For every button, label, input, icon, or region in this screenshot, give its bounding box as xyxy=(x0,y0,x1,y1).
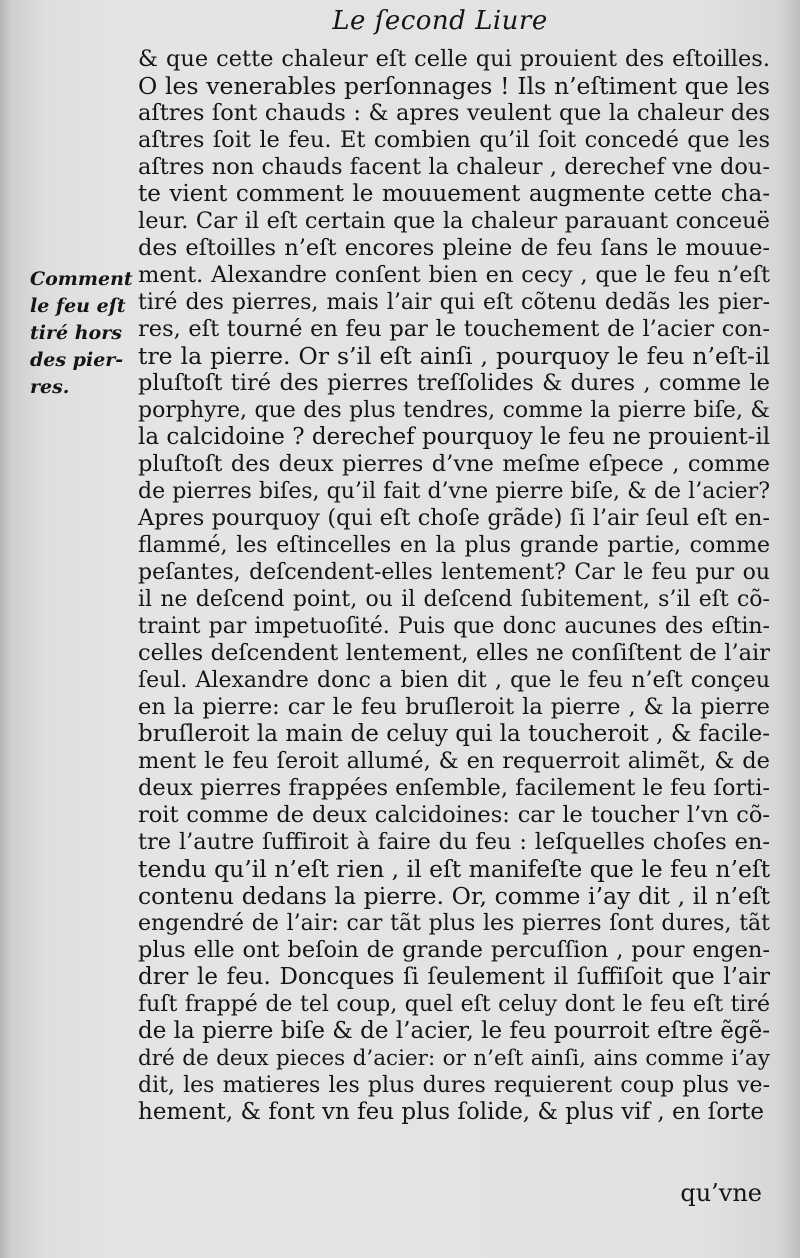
text-line: pluſtoſt des deux pierres d’vne meſme eſpece , comme xyxy=(138,451,770,477)
text-line: celles deſcendent lentement, elles ne conſiſtent de l’air xyxy=(138,640,770,666)
marginal-note xyxy=(30,266,140,401)
text-line: roit comme de deux calcidoines: car le toucher l’vn cõ- xyxy=(138,802,770,828)
text-line: deux pierres frappées enſemble, facilement le feu ſorti- xyxy=(138,775,770,801)
text-line: flammé, les eſtincelles en la plus grande partie, comme xyxy=(138,533,770,558)
text-line: plus elle ont beſoin de grande percuſſion , pour engen- xyxy=(138,937,770,963)
text-line: de pierres biſes, qu’il fait d’vne pierre biſe, & de l’acier? xyxy=(138,479,770,504)
marginal-note-line: tiré hors xyxy=(30,322,122,344)
text-line: dit, les matieres les plus dures requierent coup plus ve- xyxy=(138,1073,770,1098)
text-line: bruſleroit la main de celuy qui la toucheroit , & facile- xyxy=(138,721,770,747)
text-line: dré de deux pieces d’acier: or n’eſt ainſi, ains comme i’ay xyxy=(138,1046,770,1071)
text-line: tre la pierre. Or s’il eſt ainſi , pourquoy le feu n’eſt-il xyxy=(138,342,770,370)
marginal-note-line: le feu eſt xyxy=(30,295,126,317)
text-line: hement, & font vn feu plus ſolide, & plus vif , en ſorte xyxy=(138,1099,764,1125)
text-line: res, eſt tourné en feu par le touchement de l’acier con- xyxy=(138,316,770,342)
text-line: drer le feu. Doncques ſi ſeulement il ſuffiſoit que l’air xyxy=(138,964,770,990)
text-line: O les venerables perſonnages ! Ils n’eſtiment que les xyxy=(138,72,770,100)
text-line: peſantes, deſcendent-elles lentement? Car le feu pur ou xyxy=(138,560,770,585)
text-line: leur. Car il eſt certain que la chaleur parauant conceuë xyxy=(138,208,770,234)
text-line: Apres pourquoy (qui eſt choſe grãde) ſi l’air ſeul eſt en- xyxy=(138,505,770,531)
marginal-note-line: res. xyxy=(30,376,70,398)
text-line: en la pierre: car le feu bruſleroit la pierre , & la pierre xyxy=(138,694,770,720)
text-line: aſtres ſont chauds : & apres veulent que la chaleur des xyxy=(138,100,770,126)
marginal-note-line: des pier- xyxy=(30,349,124,371)
text-line: fuſt frappé de tel coup, quel eſt celuy dont le feu eſt tiré xyxy=(138,992,770,1017)
text-line: la calcidoine ? derechef pourquoy le feu ne prouient-il xyxy=(138,424,771,450)
text-line: engendré de l’air: car tãt plus les pierres ſont dures, tãt xyxy=(138,911,770,936)
text-line: traint par impetuoſité. Puis que donc aucunes des eſtin- xyxy=(138,614,770,639)
text-line: pluſtoſt tiré des pierres treſſolides & dures , comme le xyxy=(138,370,770,396)
text-line: contenu dedans la pierre. Or, comme i’ay dit , il n’eſt xyxy=(138,882,770,910)
text-line: aſtres non chauds facent la chaleur , derechef vne dou- xyxy=(138,154,770,180)
body-text xyxy=(138,46,770,1126)
text-line: il ne deſcend point, ou il deſcend ſubitement, s’il eſt cõ- xyxy=(138,587,770,612)
text-line: des eſtoilles n’eſt encores pleine de feu ſans le mouue- xyxy=(138,235,770,261)
text-line: te vient comment le mouuement augmente cette cha- xyxy=(138,181,770,207)
text-line: ment. Alexandre conſent bien en cecy , que le feu n’eſt xyxy=(138,262,770,288)
text-line: porphyre, que des plus tendres, comme la pierre biſe, & xyxy=(138,398,770,423)
text-line: aſtres ſoit le feu. Et combien qu’il ſoit concedé que les xyxy=(138,127,770,153)
text-line: tiré des pierres, mais l’air qui eſt cõtenu dedãs les pier- xyxy=(138,290,770,315)
text-line: tendu qu’il n’eſt rien , il eſt manifeſte que le feu n’eſt xyxy=(138,855,771,883)
running-head: Le ſecond Liure xyxy=(332,6,548,36)
marginal-note-line: Comment xyxy=(30,268,133,290)
text-line: ſeul. Alexandre donc a bien dit , que le feu n’eſt conçeu xyxy=(138,668,770,693)
text-line: tre l’autre ſuffiroit à faire du feu : leſquelles choſes en- xyxy=(138,829,770,855)
text-line: & que cette chaleur eſt celle qui prouient des eſtoilles. xyxy=(138,46,770,72)
text-line: ment le feu ſeroit allumé, & en requerroit alimẽt, & de xyxy=(138,748,770,774)
text-line: de la pierre biſe & de l’acier, le feu pourroit eſtre ẽgẽ- xyxy=(138,1018,770,1044)
catchword: qu’vne xyxy=(680,1179,762,1207)
